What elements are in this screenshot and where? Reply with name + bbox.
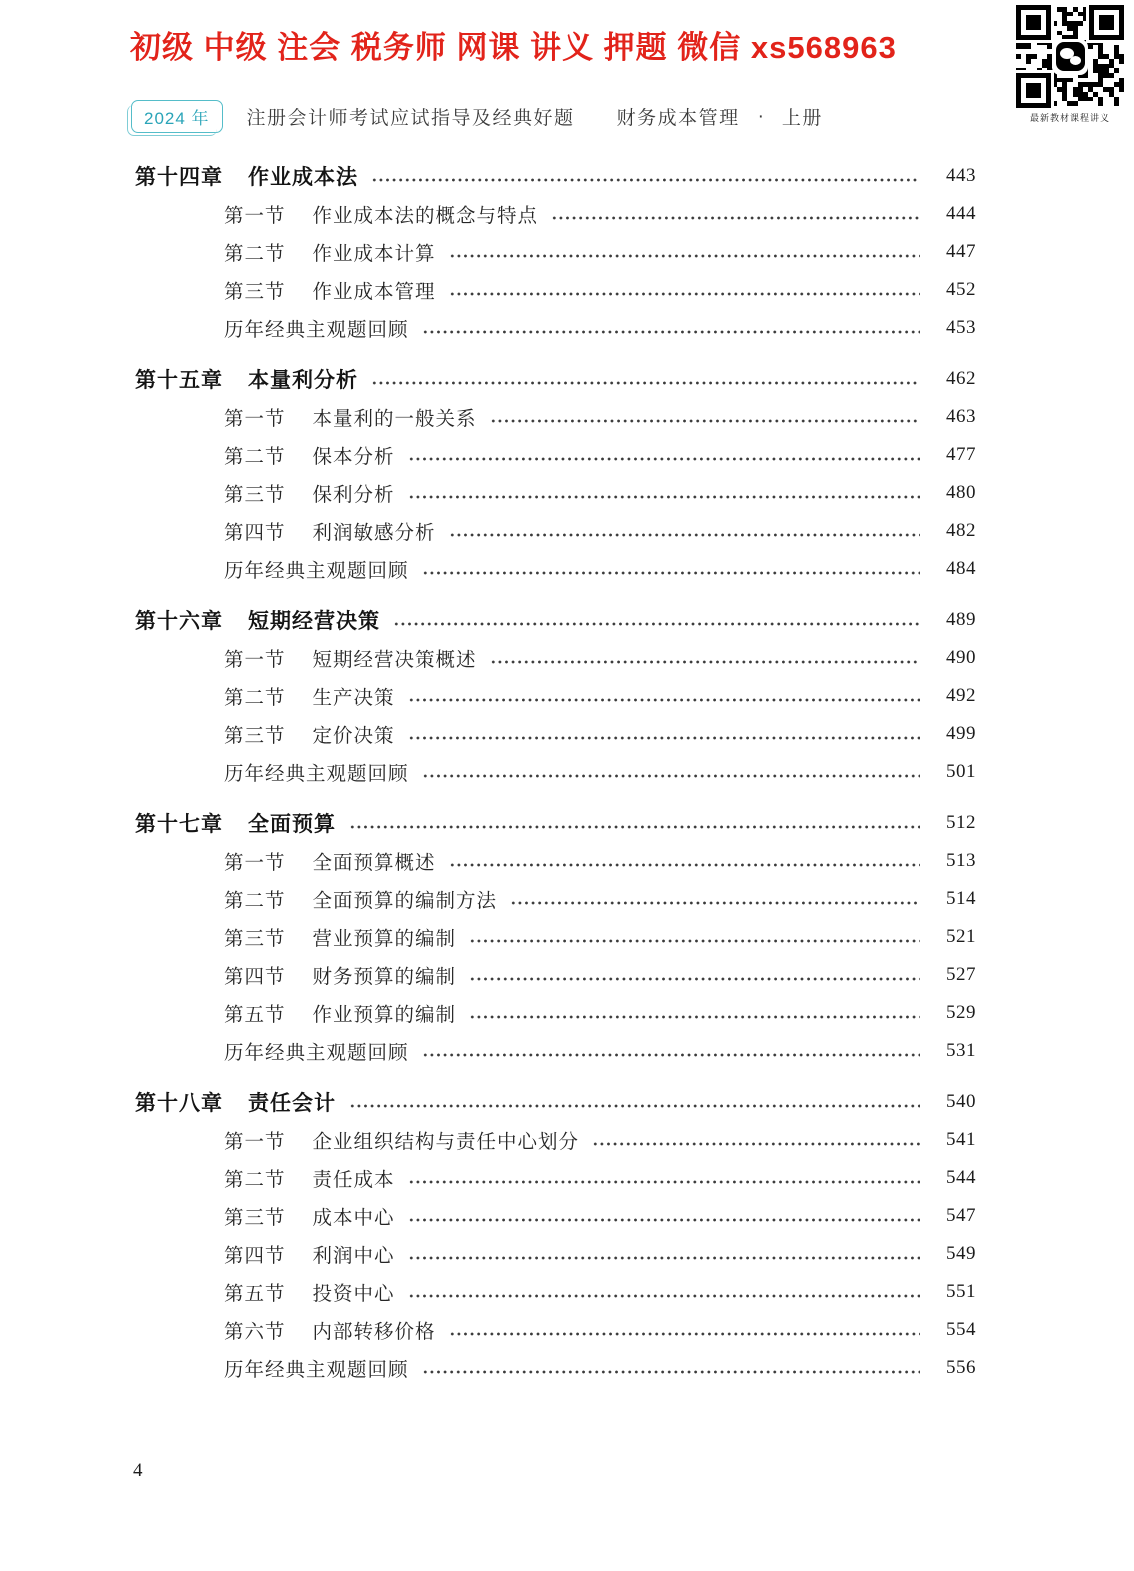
toc-section-row <box>135 918 976 956</box>
section-title: 历年经典主观题回顾 <box>224 764 409 785</box>
toc-section-row <box>135 842 976 880</box>
toc-chapter-row <box>135 157 976 195</box>
dot-leader <box>422 1370 920 1374</box>
section-title: 成本中心 <box>312 1208 395 1229</box>
dot-leader <box>469 977 920 981</box>
dot-leader <box>422 1053 920 1057</box>
section-page: 501 <box>946 761 976 782</box>
dot-leader <box>449 863 920 867</box>
section-page: 490 <box>946 647 976 668</box>
toc-section-row <box>135 994 976 1032</box>
dot-leader <box>449 533 920 537</box>
section-number: 第二节 <box>224 447 286 468</box>
section-page: 541 <box>946 1129 976 1150</box>
section-number: 第一节 <box>224 650 286 671</box>
section-number: 第三节 <box>224 282 286 303</box>
chapter-page: 462 <box>946 368 976 389</box>
section-number: 第一节 <box>224 853 286 874</box>
section-page: 521 <box>946 926 976 947</box>
section-number: 第三节 <box>224 1208 286 1229</box>
section-page: 492 <box>946 685 976 706</box>
section-number: 第五节 <box>224 1284 286 1305</box>
year-badge: 2024 年 <box>131 100 223 133</box>
section-number: 第四节 <box>224 967 286 988</box>
section-title: 历年经典主观题回顾 <box>224 320 409 341</box>
section-page: 447 <box>946 241 976 262</box>
toc-section-row <box>135 1235 976 1273</box>
dot-leader <box>349 1104 920 1108</box>
qr-finder-icon <box>1089 5 1124 40</box>
section-title: 历年经典主观题回顾 <box>224 1043 409 1064</box>
book-series-title: 注册会计师考试应试指导及经典好题 <box>246 108 575 129</box>
section-number: 第六节 <box>224 1322 286 1343</box>
dot-leader <box>393 622 920 626</box>
toc-section-row <box>135 639 976 677</box>
toc-section-row <box>135 474 976 512</box>
section-page: 484 <box>946 558 976 579</box>
section-title: 内部转移价格 <box>312 1322 436 1343</box>
section-page: 549 <box>946 1243 976 1264</box>
chapter-page: 540 <box>946 1091 976 1112</box>
toc-review-row <box>135 1349 976 1387</box>
toc-section-row <box>135 1159 976 1197</box>
section-title: 保本分析 <box>312 447 395 468</box>
dot-leader <box>408 1180 920 1184</box>
qr-finder-icon <box>1016 5 1051 40</box>
toc-chapter-block <box>135 601 976 791</box>
dot-leader <box>551 216 920 220</box>
section-number: 第三节 <box>224 929 286 950</box>
dot-leader <box>371 178 920 182</box>
toc-section-row <box>135 233 976 271</box>
section-title: 历年经典主观题回顾 <box>224 1360 409 1381</box>
toc-section-row <box>135 956 976 994</box>
section-page: 463 <box>946 406 976 427</box>
dot-leader <box>449 1332 920 1336</box>
section-number: 第二节 <box>224 891 286 912</box>
section-title: 利润中心 <box>312 1246 395 1267</box>
section-number: 第三节 <box>224 726 286 747</box>
section-number: 第二节 <box>224 244 286 265</box>
section-number: 第一节 <box>224 409 286 430</box>
dot-leader <box>422 774 920 778</box>
chapter-number: 第十六章 <box>135 610 223 633</box>
dot-leader <box>469 1015 920 1019</box>
qr-finder-icon <box>1016 73 1051 108</box>
chapter-page: 489 <box>946 609 976 630</box>
section-title: 定价决策 <box>312 726 395 747</box>
section-number: 第四节 <box>224 523 286 544</box>
chapter-title: 责任会计 <box>248 1092 336 1115</box>
dot-leader <box>510 901 920 905</box>
section-title: 作业成本法的概念与特点 <box>312 206 539 227</box>
dot-leader <box>449 292 920 296</box>
toc-chapter-block <box>135 157 976 347</box>
chapter-number: 第十八章 <box>135 1092 223 1115</box>
section-title: 投资中心 <box>312 1284 395 1305</box>
section-page: 544 <box>946 1167 976 1188</box>
section-page: 482 <box>946 520 976 541</box>
section-number: 第二节 <box>224 1170 286 1191</box>
chapter-title: 短期经营决策 <box>248 610 380 633</box>
chapter-number: 第十七章 <box>135 813 223 836</box>
toc-section-row <box>135 1121 976 1159</box>
subject-title: 财务成本管理 <box>616 108 740 129</box>
page-number: 4 <box>133 1460 143 1481</box>
section-title: 短期经营决策概述 <box>312 650 477 671</box>
dot-leader <box>592 1142 920 1146</box>
section-page: 529 <box>946 1002 976 1023</box>
qr-pattern <box>1014 5 1126 108</box>
section-title: 作业成本计算 <box>312 244 436 265</box>
section-title: 全面预算的编制方法 <box>312 891 498 912</box>
toc-section-row <box>135 1273 976 1311</box>
toc-review-row <box>135 309 976 347</box>
section-number: 第二节 <box>224 688 286 709</box>
section-number: 第一节 <box>224 1132 286 1153</box>
chapter-number: 第十五章 <box>135 369 223 392</box>
toc-section-row <box>135 880 976 918</box>
separator-dot: · <box>757 105 764 127</box>
toc-chapter-row <box>135 601 976 639</box>
toc-section-row <box>135 1197 976 1235</box>
chapter-title: 全面预算 <box>248 813 336 836</box>
dot-leader <box>408 495 920 499</box>
chapter-title: 本量利分析 <box>248 369 358 392</box>
section-title: 全面预算概述 <box>312 853 436 874</box>
dot-leader <box>408 457 920 461</box>
dot-leader <box>349 825 920 829</box>
page-header <box>131 100 823 133</box>
chapter-number: 第十四章 <box>135 166 223 189</box>
table-of-contents <box>135 157 976 1387</box>
dot-leader <box>408 1256 920 1260</box>
qr-code <box>1010 5 1130 124</box>
toc-chapter-row <box>135 804 976 842</box>
section-title: 责任成本 <box>312 1170 395 1191</box>
wechat-icon <box>1052 39 1088 75</box>
section-page: 513 <box>946 850 976 871</box>
toc-section-row <box>135 512 976 550</box>
section-page: 554 <box>946 1319 976 1340</box>
dot-leader <box>469 939 920 943</box>
toc-section-row <box>135 271 976 309</box>
toc-chapter-block <box>135 1083 976 1387</box>
dot-leader <box>408 1294 920 1298</box>
dot-leader <box>490 419 920 423</box>
dot-leader <box>490 660 920 664</box>
section-page: 547 <box>946 1205 976 1226</box>
toc-review-row <box>135 1032 976 1070</box>
section-page: 514 <box>946 888 976 909</box>
toc-chapter-row <box>135 360 976 398</box>
toc-review-row <box>135 550 976 588</box>
toc-section-row <box>135 677 976 715</box>
toc-section-row <box>135 436 976 474</box>
section-number: 第三节 <box>224 485 286 506</box>
toc-review-row <box>135 753 976 791</box>
dot-leader <box>422 330 920 334</box>
toc-section-row <box>135 398 976 436</box>
section-title: 企业组织结构与责任中心划分 <box>312 1132 580 1153</box>
section-page: 444 <box>946 203 976 224</box>
section-page: 527 <box>946 964 976 985</box>
dot-leader <box>449 254 920 258</box>
section-title: 作业预算的编制 <box>312 1005 457 1026</box>
section-title: 财务预算的编制 <box>312 967 457 988</box>
qr-caption: 最新教材课程讲义 <box>1029 113 1110 123</box>
chapter-page: 443 <box>946 165 976 186</box>
toc-chapter-block <box>135 360 976 588</box>
section-page: 551 <box>946 1281 976 1302</box>
section-title: 利润敏感分析 <box>312 523 436 544</box>
dot-leader <box>408 1218 920 1222</box>
section-page: 556 <box>946 1357 976 1378</box>
section-number: 第一节 <box>224 206 286 227</box>
dot-leader <box>422 571 920 575</box>
section-page: 477 <box>946 444 976 465</box>
section-page: 453 <box>946 317 976 338</box>
chapter-page: 512 <box>946 812 976 833</box>
section-title: 保利分析 <box>312 485 395 506</box>
section-title: 作业成本管理 <box>312 282 436 303</box>
watermark-text: 初级 中级 注会 税务师 网课 讲义 押题 微信 xs568963 <box>130 30 897 65</box>
toc-section-row <box>135 715 976 753</box>
toc-section-row <box>135 195 976 233</box>
section-title: 本量利的一般关系 <box>312 409 477 430</box>
toc-section-row <box>135 1311 976 1349</box>
toc-chapter-block <box>135 804 976 1070</box>
dot-leader <box>371 381 920 385</box>
section-title: 历年经典主观题回顾 <box>224 561 409 582</box>
section-title: 生产决策 <box>312 688 395 709</box>
section-title: 营业预算的编制 <box>312 929 457 950</box>
section-page: 452 <box>946 279 976 300</box>
section-number: 第五节 <box>224 1005 286 1026</box>
chapter-title: 作业成本法 <box>248 166 358 189</box>
dot-leader <box>408 698 920 702</box>
toc-chapter-row <box>135 1083 976 1121</box>
volume-label: 上册 <box>781 108 823 129</box>
section-number: 第四节 <box>224 1246 286 1267</box>
dot-leader <box>408 736 920 740</box>
section-page: 499 <box>946 723 976 744</box>
section-page: 480 <box>946 482 976 503</box>
section-page: 531 <box>946 1040 976 1061</box>
